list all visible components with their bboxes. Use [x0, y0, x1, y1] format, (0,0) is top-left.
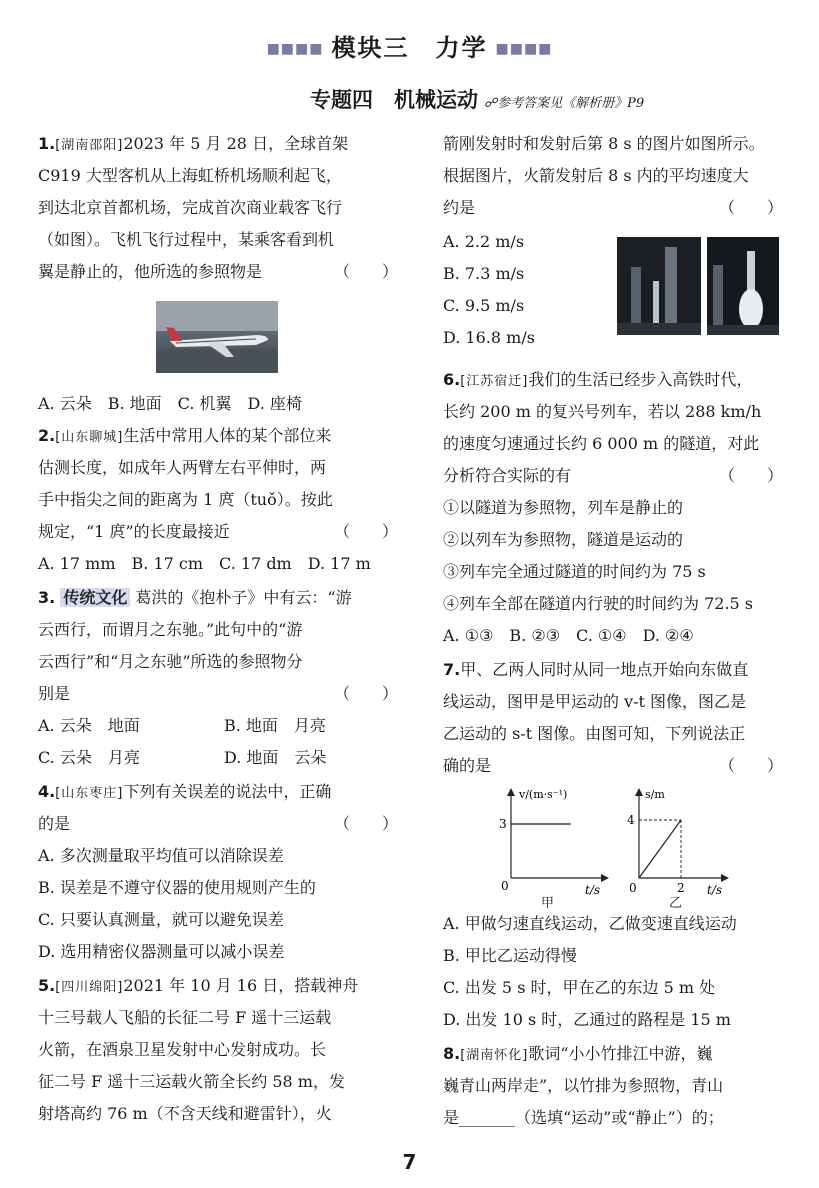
v-t-graph-jia: [491, 786, 611, 898]
s-t-origin: 0: [629, 881, 637, 895]
question-5: 5.[四川绵阳]2021 年 10 月 16 日，搭载神舟: [38, 976, 359, 995]
page-number: 7: [402, 1150, 417, 1174]
airplane-photo: [156, 301, 278, 373]
v-t-origin: 0: [501, 879, 509, 893]
v-t-xlabel: t/s: [585, 883, 601, 897]
rocket-launch-photo-2: [707, 237, 779, 335]
topic-title: 专题四 机械运动 ☍参考答案见《解析册》P9: [310, 88, 645, 112]
question-6: 6.[江苏宿迁]我们的生活已经步入高铁时代，: [443, 370, 753, 389]
graph-caption-yi: 乙: [669, 896, 683, 911]
decor-dots-icon: ■■■■: [266, 41, 324, 57]
decor-dots-icon: ■■■■: [495, 41, 553, 57]
s-t-xtick: 2: [677, 881, 685, 895]
s-t-xlabel: t/s: [707, 883, 723, 897]
rocket-launch-photo-1: [617, 237, 701, 335]
question-3: 3. 传统文化 葛洪的《抱朴子》中有云：“游: [38, 588, 352, 607]
question-4: 4.[山东枣庄]下列有关误差的说法中，正确: [38, 782, 332, 801]
v-t-ytick: 3: [499, 817, 507, 831]
culture-tag: 传统文化: [60, 588, 130, 607]
question-1: 1.[湖南邵阳]2023 年 5 月 28 日，全球首架: [38, 134, 349, 153]
graph-caption-jia: 甲: [541, 896, 555, 911]
s-t-ylabel: s/m: [645, 788, 665, 801]
v-t-ylabel: v/(m·s⁻¹): [519, 788, 568, 801]
s-t-graph-yi: [625, 786, 735, 898]
s-t-ytick: 4: [627, 813, 635, 827]
module-title: ■■■■ 模块三 力学 ■■■■: [266, 34, 553, 62]
question-8: 8.[湖南怀化]歌词“小小竹排江中游，巍: [443, 1044, 713, 1063]
workbook-page: ■■■■ 模块三 力学 ■■■■ 专题四 机械运动 ☍参考答案见《解析册》P9 1.[湖南邵阳]2023 年 5 月 28 日，全球首架 C919 大型客机从上海虹桥机场顺利起飞， 到达北京首都机场，完成首次商业载客飞行 （如图）。飞机飞行过程中，某乘客看到机 翼是静止的，他所选的参照物是 （ ） A. 云朵 B. 地面 C. 机翼 D. 座椅 2.[山东聊城]生活中常用人体的某个部位来 估测长度，如成年人两臂左右平伸时，两 手中指尖之间的距离为 1 庹（tuǒ）。按此 规定，“1 庹”的长度最接近 （ ） A. 17 mm B. 17 cm C. 17 dm D. 17 m 3. 传统文化 葛洪的《抱朴子》中有云：“游 云西行，而谓月之东驰。”此句中的“游 云西行”和“月之东驰”所选的参照物分 别是 （ ） A. 云朵 地面 B. 地面 月亮 C. 云朵 月亮 D. 地面 云朵 4.[山东枣庄]下列有关误差的说法中，正确 的是 （ ） A. 多次测量取平均值可以消除误差 B. 误差是不遵守仪器的使用规则产生的 C. 只要认真测量，就可以避免误差 D. 选用精密仪器测量可以减小误差 5.[四川绵阳]2021 年 10 月 16 日，搭载神舟 十三号载人飞船的长征二号 F 遥十三运载 火箭，在酒泉卫星发射中心发射成功。长 征二号 F 遥十三运载火箭全长约 58 m，发 射塔高约 76 m（不含天线和避雷针），火 箭刚发射时和发射后第 8 s 的图片如图所示。 根据图片，火箭发射后 8 s 内的平均速度大 约是 （ ） A. 2.2 m/s B. 7.3 m/s C. 9.5 m/s D. 16.8 m/s 6.[江苏宿迁]我们的生活已经步入高铁时代， 长约 200 m 的复兴号列车，若以 288 km/h 的速度匀速通过长约 6 000 m 的隧道，对此 分析符合实际的有 （ ） ①以隧道为参照物，列车是静止的 ②以列车为参照物，隧道是运动的 ③列车完全通过隧道的时间约为 75 s ④列车全部在隧道内行驶的时间约为 72.5 s A. ①③ B. ②③ C. ①④ D. ②④ 7.甲、乙两人同时从同一地点开始向东做直 线运动，图甲是甲运动的 v-t 图像，图乙是 乙运动的 s-t 图像。由图可知，下列说法正 确的是 （ ） v/(m·s⁻¹) 3 0 t/s 甲 s/m 4 2 0 t/s 乙 A. 甲做匀速直线运动，乙做变速直线运动 B. 甲比乙运动得慢 C. 出发 5 s 时，甲在乙的东边 5 m 处 D. 出发 10 s 时，乙通过的路程是 15 m 8.[湖南怀化]歌词“小小竹排江中游，巍 巍青山两岸走”，以竹排为参照物，青山 是_______（选填“运动”或“静止”）的； 7: [0, 0, 819, 1188]
question-7: 7.甲、乙两人同时从同一地点开始向东做直: [443, 660, 749, 679]
answer-reference: ☍参考答案见《解析册》P9: [484, 96, 645, 111]
question-2: 2.[山东聊城]生活中常用人体的某个部位来: [38, 426, 332, 445]
